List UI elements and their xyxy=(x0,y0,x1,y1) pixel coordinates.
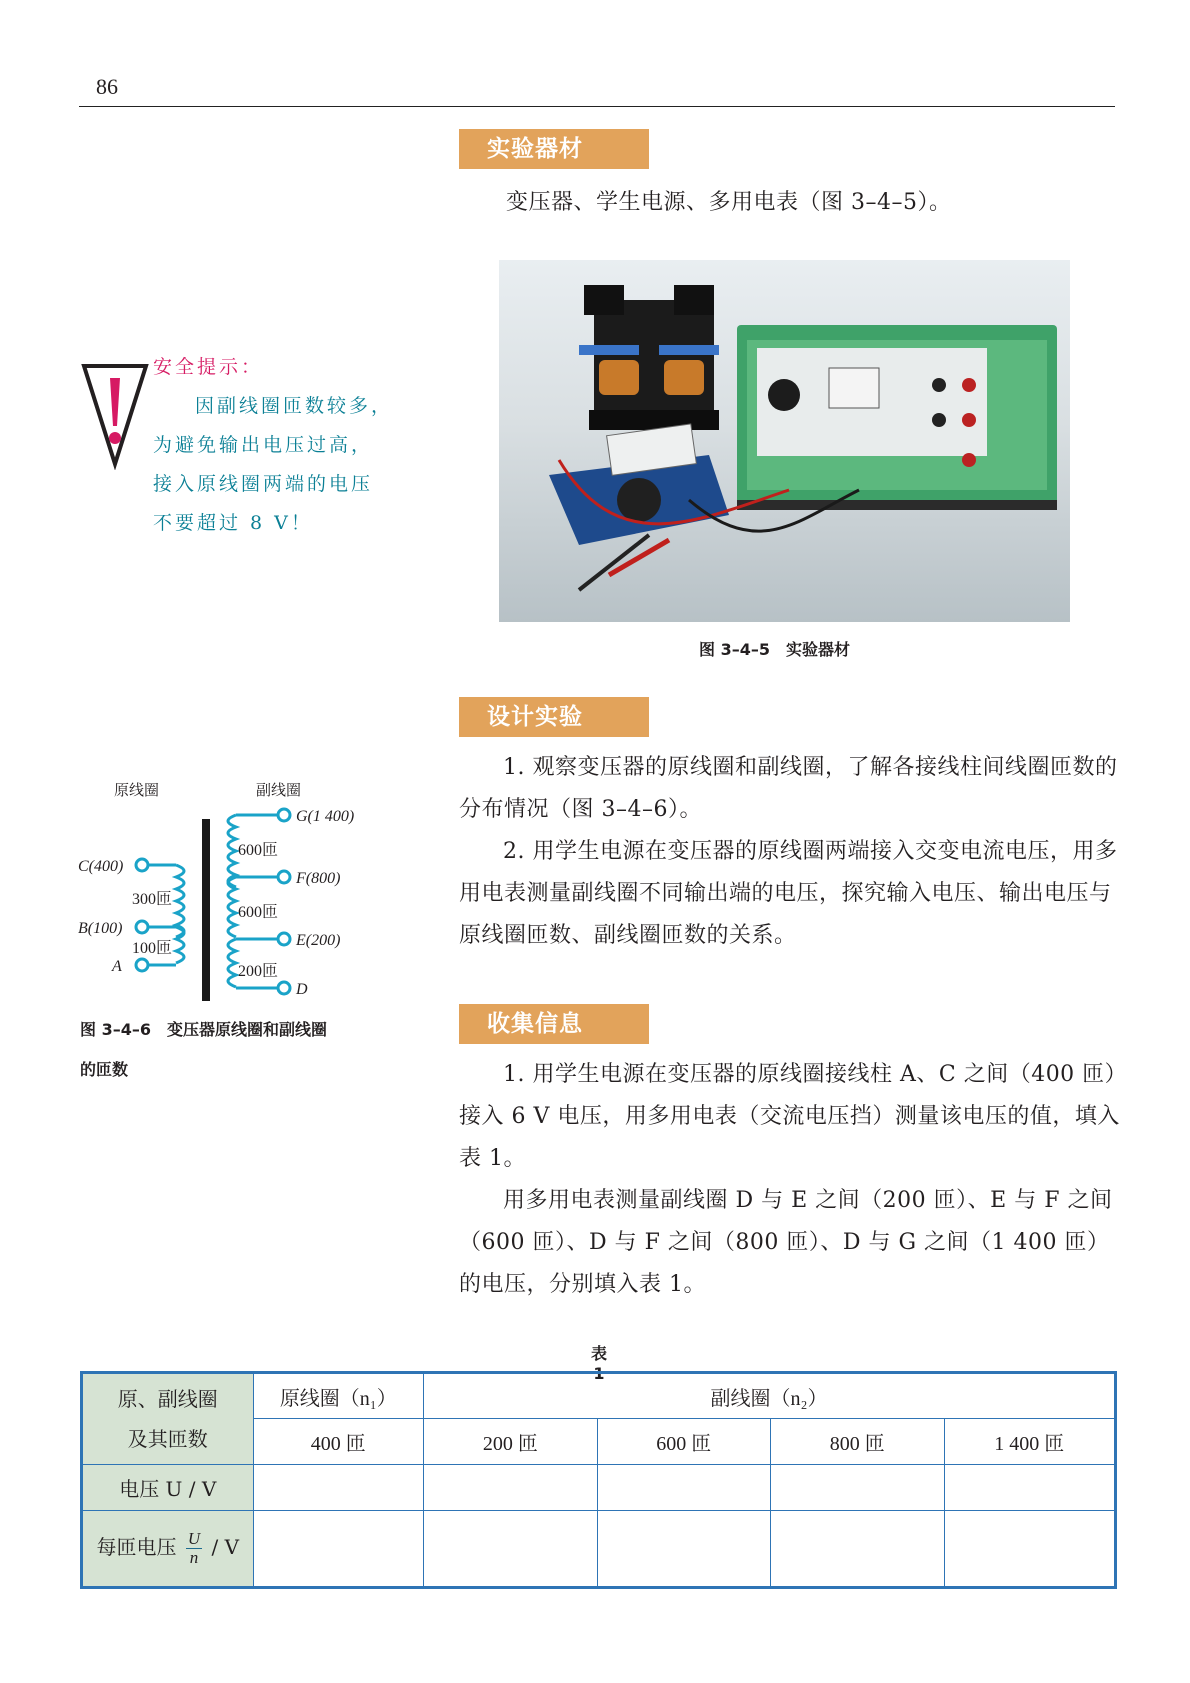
voltage-cell[interactable] xyxy=(597,1465,770,1511)
figure-caption-3-4-6: 图 3–4–6 变压器原线圈和副线圈 xyxy=(80,1020,327,1039)
fraction-denominator: n xyxy=(189,1548,199,1567)
power-supply-icon xyxy=(737,325,1057,510)
per-turn-cell[interactable] xyxy=(771,1511,944,1588)
coil-diagram xyxy=(78,775,398,1019)
safety-tip-line: 不要超过 8 V！ xyxy=(153,512,313,534)
figure-caption-3-4-6-line2: 的匝数 xyxy=(80,1060,129,1079)
collect-paragraph-2: 用多用电表测量副线圈 D 与 E 之间（200 匝）、E 与 F 之间（600 匝）、D 与 F 之间（800 匝）、D 与 G 之间（1 400 匝）的电压，分别填入表 1。 xyxy=(459,1188,1113,1297)
voltage-cell[interactable] xyxy=(424,1465,597,1511)
transformer-icon xyxy=(579,285,719,430)
safety-tip-title: 安全提示： xyxy=(153,356,264,378)
terminal-c xyxy=(136,859,148,871)
row-header-voltage: 电压 U / V xyxy=(82,1465,254,1511)
secondary-coil-label: 副线圈 xyxy=(256,781,302,799)
turns-cell: 800 匝 xyxy=(771,1419,944,1465)
segment-label: 600匝 xyxy=(238,904,279,921)
segment-label: 300匝 xyxy=(132,891,173,908)
data-table xyxy=(80,1371,1117,1589)
collect-paragraph-1: 1. 用学生电源在变压器的原线圈接线柱 A、C 之间（400 匝）接入 6 V 电压，用多用电表（交流电压挡）测量该电压的值，填入表 1。 xyxy=(459,1062,1120,1171)
fraction xyxy=(186,1530,202,1567)
voltage-cell[interactable] xyxy=(253,1465,424,1511)
row-header-turns xyxy=(82,1373,254,1465)
segment-label: 100匝 xyxy=(132,940,173,957)
segment-label: 200匝 xyxy=(238,963,279,980)
primary-coil-header: 原线圈（n₁） xyxy=(253,1373,424,1419)
row-header-per-turn xyxy=(82,1511,254,1588)
per-turn-label: 每匝电压 xyxy=(96,1535,177,1559)
per-turn-cell[interactable] xyxy=(253,1511,424,1588)
safety-tip-line: 因副线圈匝数较多， xyxy=(195,395,394,417)
terminal-label: G(1 400) xyxy=(296,808,355,825)
secondary-coil-header: 副线圈（n₂） xyxy=(424,1373,1116,1419)
terminal-label: B(100) xyxy=(78,920,123,937)
terminal-e xyxy=(278,933,290,945)
row-header-line: 原、副线圈 xyxy=(117,1387,218,1411)
turns-cell: 400 匝 xyxy=(253,1419,424,1465)
row-header-line: 及其匝数 xyxy=(127,1427,208,1451)
warning-icon xyxy=(80,360,150,474)
safety-tip xyxy=(153,348,413,543)
safety-tip-line: 接入原线圈两端的电压 xyxy=(153,473,374,495)
fraction-numerator: U xyxy=(187,1529,201,1548)
terminal-label: E(200) xyxy=(296,932,341,949)
section-heading-collect: 收集信息 xyxy=(459,1004,649,1044)
segment-label: 600匝 xyxy=(238,842,279,859)
header-rule xyxy=(79,106,1115,107)
materials-text: 变压器、学生电源、多用电表（图 3–4–5）。 xyxy=(506,190,952,215)
section-heading-materials: 实验器材 xyxy=(459,129,649,169)
section-heading-design: 设计实验 xyxy=(459,697,649,737)
equipment-illustration xyxy=(499,260,1070,622)
terminal-label: D xyxy=(296,981,308,998)
per-turn-cell[interactable] xyxy=(424,1511,597,1588)
safety-tip-line: 为避免输出电压过高， xyxy=(153,434,374,456)
figure-caption-3-4-5: 图 3–4–5 实验器材 xyxy=(699,640,850,659)
design-paragraph-2: 2. 用学生电源在变压器的原线圈两端接入交变电流电压，用多用电表测量副线圈不同输出端的电压，探究输入电压、输出电压与原线圈匝数、副线圈匝数的关系。 xyxy=(459,839,1118,948)
page-number: 86 xyxy=(96,74,118,99)
design-paragraph-1: 1. 观察变压器的原线圈和副线圈，了解各接线柱间线圈匝数的分布情况（图 3–4–6）。 xyxy=(459,755,1118,822)
per-turn-cell[interactable] xyxy=(944,1511,1116,1588)
terminal-d xyxy=(278,982,290,994)
terminal-b xyxy=(136,921,148,933)
turns-cell: 600 匝 xyxy=(597,1419,770,1465)
terminal-label: C(400) xyxy=(78,858,124,875)
iron-core xyxy=(202,819,210,1001)
table-title: 表 1 xyxy=(590,1344,607,1383)
voltage-cell[interactable] xyxy=(944,1465,1116,1511)
primary-coil-label: 原线圈 xyxy=(114,781,160,799)
per-turn-cell[interactable] xyxy=(597,1511,770,1588)
terminal-g xyxy=(278,809,290,821)
terminal-a xyxy=(136,959,148,971)
equipment-photo xyxy=(499,260,1070,622)
per-turn-unit: / V xyxy=(211,1535,240,1559)
turns-cell: 200 匝 xyxy=(424,1419,597,1465)
terminal-f xyxy=(278,871,290,883)
turns-cell: 1 400 匝 xyxy=(944,1419,1116,1465)
terminal-label: F(800) xyxy=(296,870,341,887)
terminal-label: A xyxy=(112,958,122,975)
voltage-cell[interactable] xyxy=(771,1465,944,1511)
